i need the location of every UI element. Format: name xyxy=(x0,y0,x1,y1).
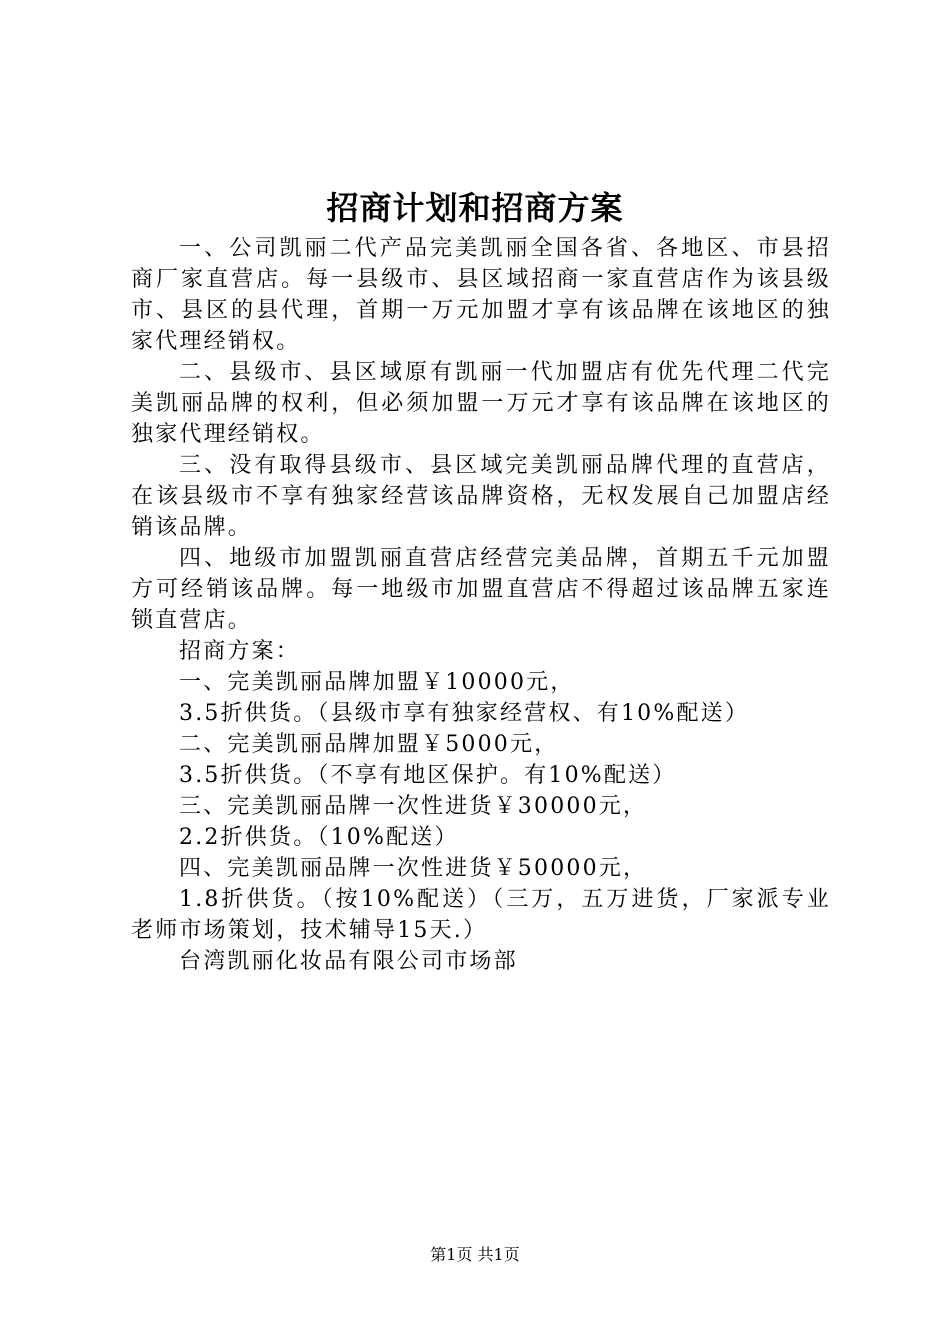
paragraph-1: 一、公司凯丽二代产品完美凯丽全国各省、各地区、市县招商厂家直营店。每一县级市、县区域招商一家直营店作为该县级市、县区的县代理，首期一万元加盟才享有该品牌在该地区的独家代理经销权。 xyxy=(131,236,831,354)
paragraph-4: 四、地级市加盟凯丽直营店经营完美品牌，首期五千元加盟方可经销该品牌。每一地级市加盟直营店不得超过该品牌五家连锁直营店。 xyxy=(131,546,831,633)
plan-item-1: 一、完美凯丽品牌加盟￥10000元， xyxy=(179,670,575,695)
plan-heading: 招商方案： xyxy=(179,639,301,664)
plan-item-4: 四、完美凯丽品牌一次性进货￥50000元， xyxy=(179,856,648,881)
signature: 台湾凯丽化妆品有限公司市场部 xyxy=(179,949,518,974)
plan-item-1-terms: 3.5折供货。（县级市享有独家经营权、有10%配送） xyxy=(179,701,750,726)
plan-item-3-terms: 2.2折供货。（10%配送） xyxy=(179,825,459,850)
plan-item-3: 三、完美凯丽品牌一次性进货￥30000元， xyxy=(179,794,648,819)
plan-item-4-terms: 1.8折供货。（按10%配送）（三万，五万进货，厂家派专业老师市场策划，技术辅导15天.） xyxy=(131,887,831,943)
plan-item-2-terms: 3.5折供货。（不享有地区保护。有10%配送） xyxy=(179,763,677,788)
document-body xyxy=(131,233,831,977)
paragraph-2: 二、县级市、县区域原有凯丽一代加盟店有优先代理二代完美凯丽品牌的权利，但必须加盟一万元才享有该品牌在该地区的独家代理经销权。 xyxy=(131,360,831,447)
page-footer: 第1页 共1页 xyxy=(430,1245,520,1264)
document-title: 招商计划和招商方案 xyxy=(326,189,624,227)
plan-item-2: 二、完美凯丽品牌加盟￥5000元， xyxy=(179,732,559,757)
paragraph-3: 三、没有取得县级市、县区域完美凯丽品牌代理的直营店，在该县级市不享有独家经营该品牌资格，无权发展自己加盟店经销该品牌。 xyxy=(131,453,831,540)
